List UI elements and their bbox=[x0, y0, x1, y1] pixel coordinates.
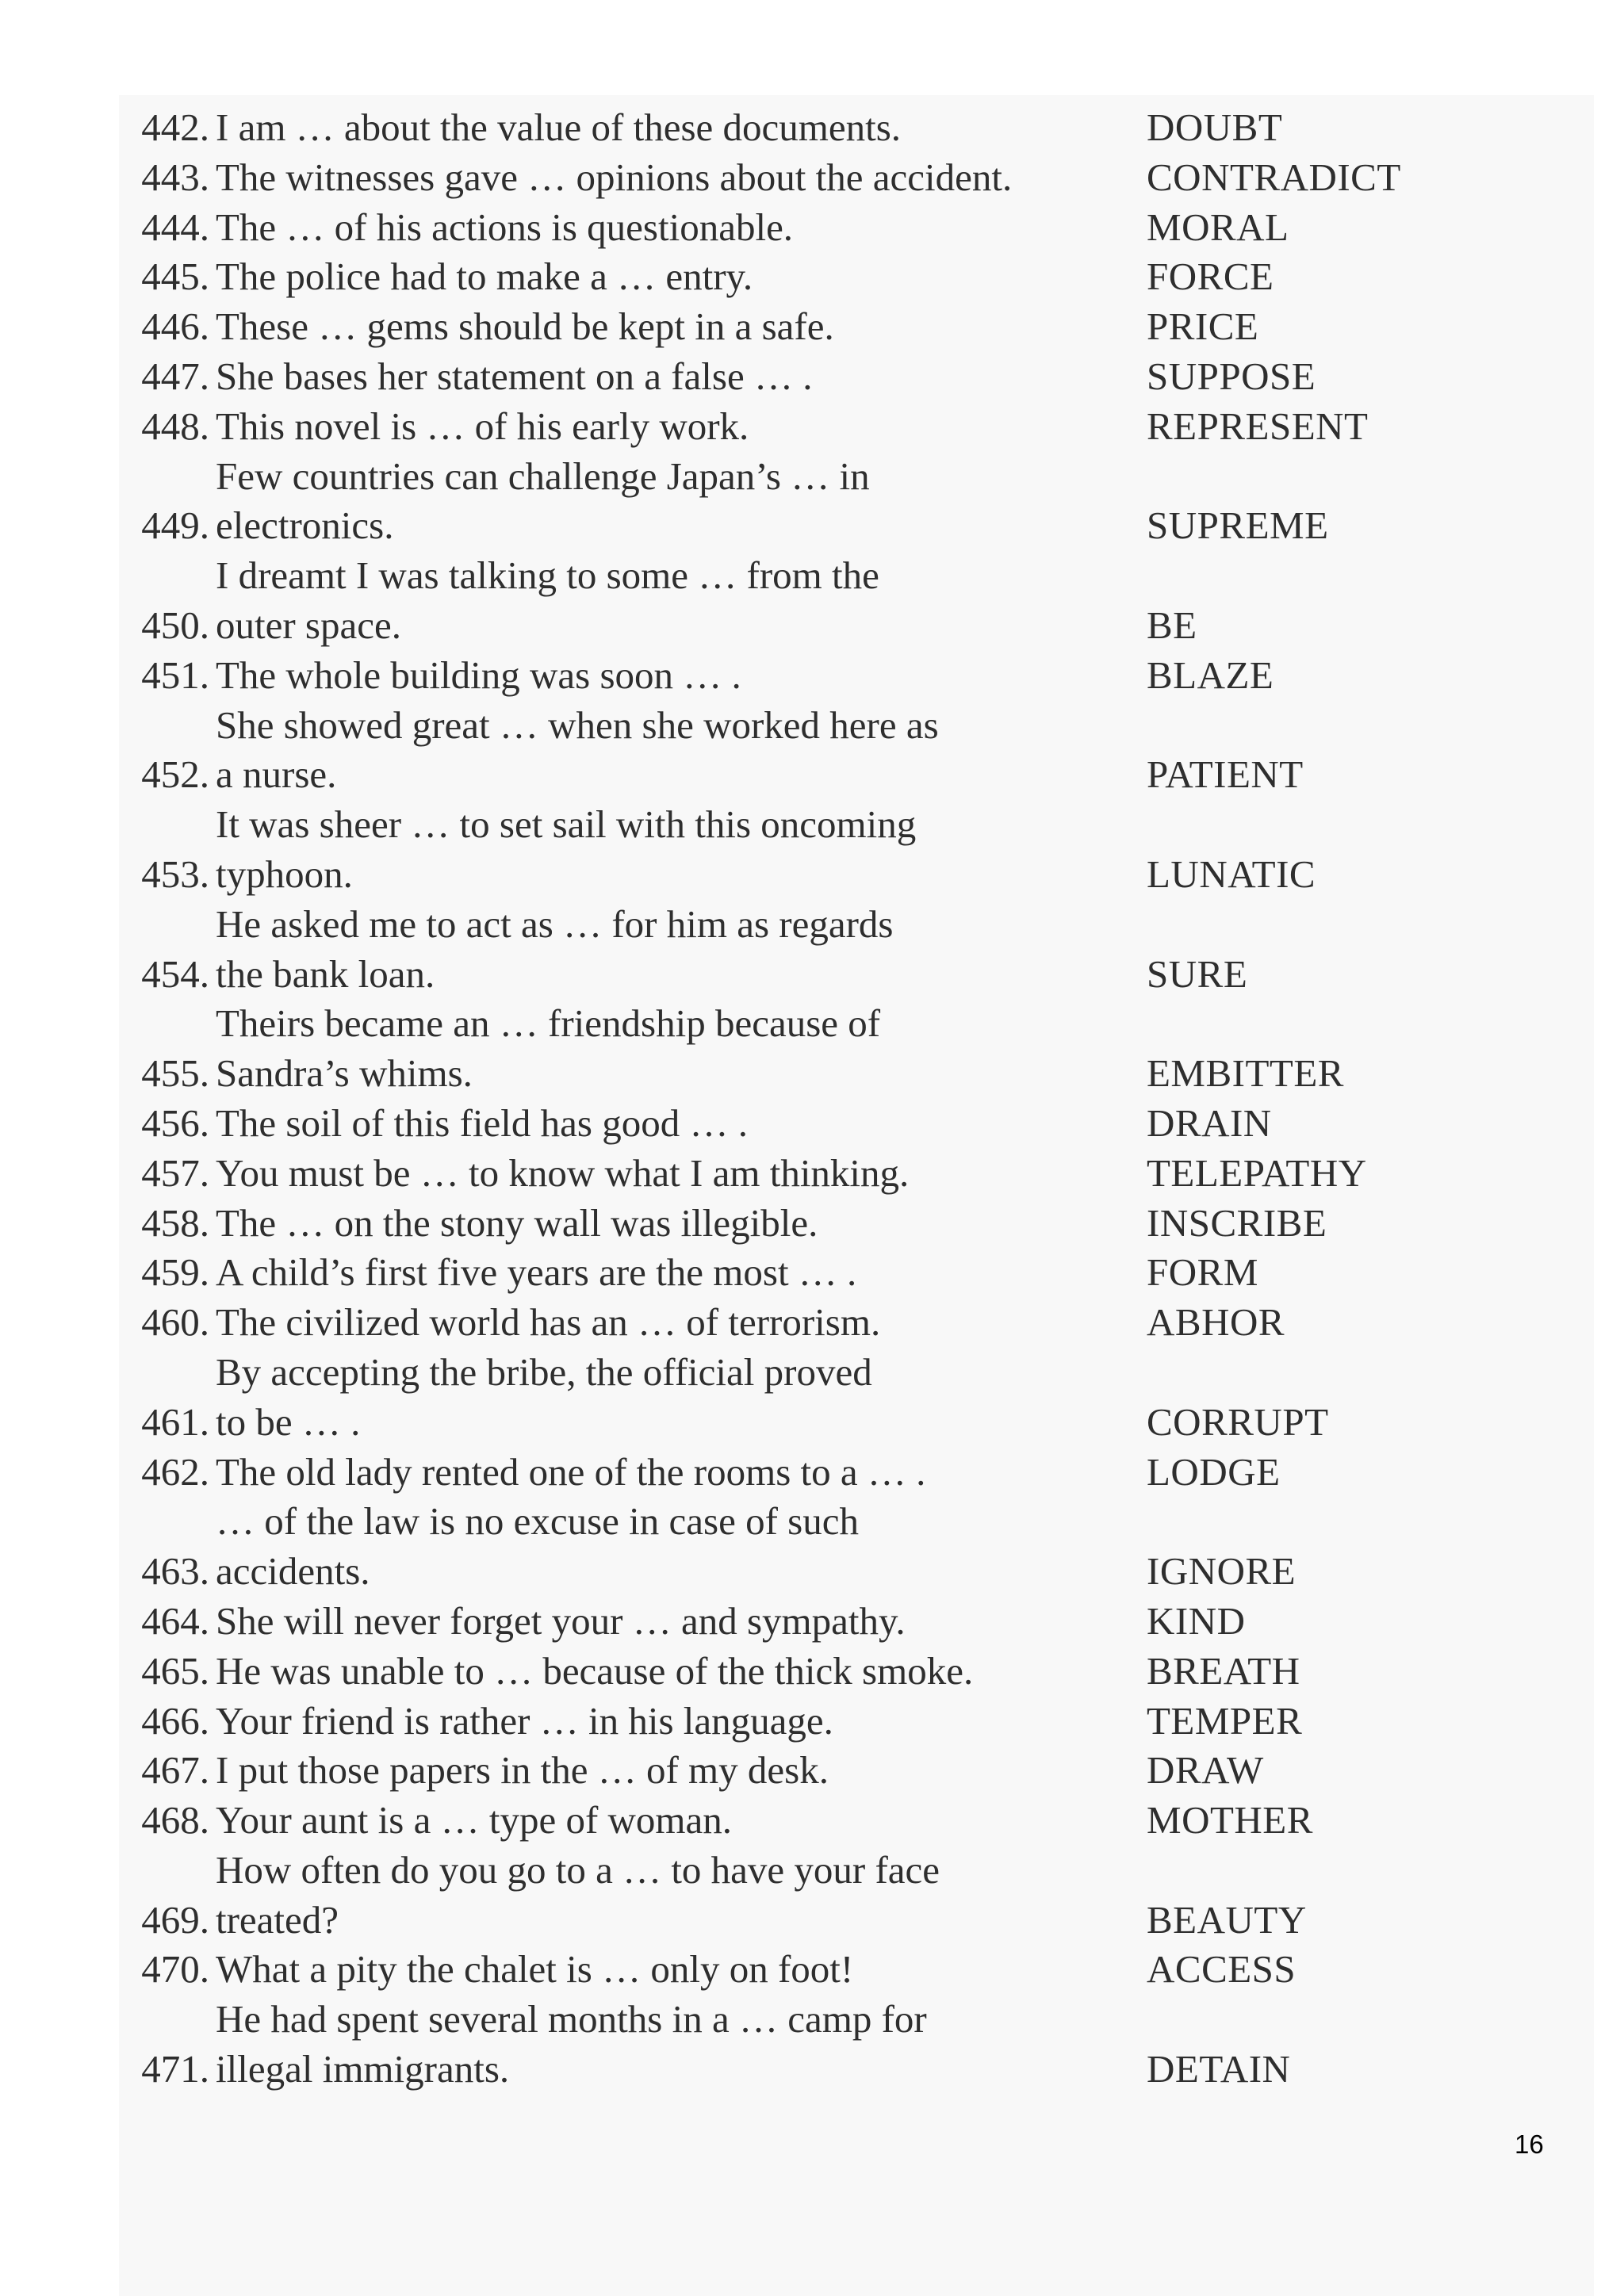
exercise-sentence bbox=[216, 1796, 1136, 1846]
sentence-line: The … of his actions is questionable. bbox=[216, 205, 794, 249]
exercise-item bbox=[131, 1746, 1415, 1796]
exercise-number: 456. bbox=[141, 1100, 209, 1145]
sentence-line: typhoon. bbox=[216, 851, 353, 896]
base-word: FORM bbox=[1147, 1250, 1258, 1295]
sentence-line: the bank loan. bbox=[216, 951, 435, 996]
exercise-sentence bbox=[216, 203, 1136, 253]
base-word: DRAW bbox=[1147, 1748, 1264, 1793]
base-word: EMBITTER bbox=[1147, 1051, 1344, 1096]
exercise-item bbox=[131, 1298, 1415, 1348]
exercise-number: 448. bbox=[141, 404, 209, 448]
exercise-sentence bbox=[216, 999, 1136, 1099]
exercise-sentence bbox=[216, 402, 1136, 452]
exercise-item bbox=[131, 1597, 1415, 1647]
exercise-list bbox=[131, 103, 1415, 2095]
exercise-item bbox=[131, 551, 1415, 651]
sentence-line: The soil of this field has good … . bbox=[216, 1100, 748, 1145]
exercise-sentence bbox=[216, 153, 1136, 203]
exercise-number: 449. bbox=[141, 503, 209, 548]
exercise-item bbox=[131, 800, 1415, 900]
sentence-line: treated? bbox=[216, 1897, 339, 1942]
exercise-number: 467. bbox=[141, 1748, 209, 1793]
base-word: PATIENT bbox=[1147, 752, 1304, 797]
exercise-sentence bbox=[216, 1995, 1136, 2095]
base-word: REPRESENT bbox=[1147, 404, 1369, 448]
sentence-line: What a pity the chalet is … only on foot! bbox=[216, 1947, 854, 1992]
sentence-line: He asked me to act as … for him as regards bbox=[216, 901, 894, 946]
base-word: DRAIN bbox=[1147, 1100, 1272, 1145]
exercise-number: 451. bbox=[141, 652, 209, 697]
sentence-line: The … on the stony wall was illegible. bbox=[216, 1200, 818, 1245]
sentence-line: Your aunt is a … type of woman. bbox=[216, 1798, 733, 1843]
base-word: DOUBT bbox=[1147, 105, 1283, 149]
exercise-sentence bbox=[216, 252, 1136, 302]
exercise-number: 454. bbox=[141, 951, 209, 996]
base-word: BLAZE bbox=[1147, 652, 1274, 697]
base-word: INSCRIBE bbox=[1147, 1200, 1327, 1245]
base-word: LODGE bbox=[1147, 1449, 1281, 1494]
exercise-number: 446. bbox=[141, 304, 209, 349]
exercise-number: 455. bbox=[141, 1051, 209, 1096]
sentence-line: The old lady rented one of the rooms to a … . bbox=[216, 1449, 926, 1494]
exercise-item bbox=[131, 153, 1415, 203]
exercise-number: 444. bbox=[141, 205, 209, 249]
exercise-sentence bbox=[216, 1248, 1136, 1298]
exercise-item bbox=[131, 1149, 1415, 1199]
exercise-item bbox=[131, 452, 1415, 552]
exercise-number: 469. bbox=[141, 1897, 209, 1942]
sentence-line: Theirs became an … friendship because of bbox=[216, 1001, 881, 1046]
base-word: ACCESS bbox=[1147, 1947, 1297, 1992]
sentence-line: Sandra’s whims. bbox=[216, 1051, 473, 1096]
exercise-sentence bbox=[216, 1199, 1136, 1249]
exercise-sentence bbox=[216, 900, 1136, 1000]
sentence-line: I dreamt I was talking to some … from the bbox=[216, 553, 879, 598]
exercise-item bbox=[131, 651, 1415, 701]
exercise-sentence bbox=[216, 701, 1136, 801]
exercise-sentence bbox=[216, 651, 1136, 701]
exercise-sentence bbox=[216, 302, 1136, 352]
sentence-line: She bases her statement on a false … . bbox=[216, 354, 813, 398]
sentence-line: How often do you go to a … to have your face bbox=[216, 1847, 940, 1892]
base-word: FORCE bbox=[1147, 254, 1274, 299]
exercise-number: 459. bbox=[141, 1250, 209, 1295]
exercise-item bbox=[131, 1099, 1415, 1149]
exercise-number: 461. bbox=[141, 1399, 209, 1444]
exercise-item bbox=[131, 900, 1415, 1000]
exercise-sentence bbox=[216, 452, 1136, 552]
base-word: CONTRADICT bbox=[1147, 155, 1401, 199]
exercise-item bbox=[131, 1248, 1415, 1298]
base-word: SUPREME bbox=[1147, 503, 1329, 548]
exercise-number: 460. bbox=[141, 1300, 209, 1345]
sentence-line: Your friend is rather … in his language. bbox=[216, 1698, 833, 1743]
sentence-line: to be … . bbox=[216, 1399, 361, 1444]
exercise-number: 445. bbox=[141, 254, 209, 299]
exercise-sentence bbox=[216, 1099, 1136, 1149]
exercise-number: 462. bbox=[141, 1449, 209, 1494]
sentence-line: … of the law is no excuse in case of such bbox=[216, 1499, 859, 1544]
exercise-item bbox=[131, 1647, 1415, 1697]
exercise-item bbox=[131, 1348, 1415, 1448]
base-word: DETAIN bbox=[1147, 2047, 1291, 2091]
sentence-line: He had spent several months in a … camp for bbox=[216, 1997, 927, 2042]
base-word: TELEPATHY bbox=[1147, 1150, 1367, 1195]
exercise-sentence bbox=[216, 551, 1136, 651]
sentence-line: Few countries can challenge Japan’s … in bbox=[216, 453, 870, 498]
exercise-item bbox=[131, 103, 1415, 153]
sentence-line: illegal immigrants. bbox=[216, 2047, 510, 2091]
exercise-number: 450. bbox=[141, 603, 209, 647]
exercise-item bbox=[131, 701, 1415, 801]
base-word: MORAL bbox=[1147, 205, 1289, 249]
sentence-line: These … gems should be kept in a safe. bbox=[216, 304, 834, 349]
sentence-line: outer space. bbox=[216, 603, 401, 647]
exercise-sentence bbox=[216, 1945, 1136, 1995]
exercise-sentence bbox=[216, 1348, 1136, 1448]
page-number: 16 bbox=[1515, 2130, 1544, 2159]
exercise-number: 465. bbox=[141, 1648, 209, 1693]
exercise-sentence bbox=[216, 1298, 1136, 1348]
exercise-item bbox=[131, 1995, 1415, 2095]
exercise-item bbox=[131, 1846, 1415, 1946]
base-word: SURE bbox=[1147, 951, 1248, 996]
exercise-item bbox=[131, 1945, 1415, 1995]
exercise-number: 470. bbox=[141, 1947, 209, 1992]
sentence-line: I am … about the value of these documents. bbox=[216, 105, 902, 149]
exercise-number: 442. bbox=[141, 105, 209, 149]
sentence-line: The whole building was soon … . bbox=[216, 652, 741, 697]
sentence-line: This novel is … of his early work. bbox=[216, 404, 749, 448]
base-word: TEMPER bbox=[1147, 1698, 1303, 1743]
sentence-line: She will never forget your … and sympathy. bbox=[216, 1598, 906, 1643]
base-word: BE bbox=[1147, 603, 1197, 647]
sentence-line: a nurse. bbox=[216, 752, 337, 797]
exercise-number: 458. bbox=[141, 1200, 209, 1245]
sentence-line: electronics. bbox=[216, 503, 394, 548]
base-word: LUNATIC bbox=[1147, 851, 1316, 896]
exercise-number: 464. bbox=[141, 1598, 209, 1643]
exercise-sentence bbox=[216, 1448, 1136, 1498]
exercise-sentence bbox=[216, 1697, 1136, 1747]
exercise-sentence bbox=[216, 352, 1136, 402]
base-word: PRICE bbox=[1147, 304, 1259, 349]
exercise-number: 457. bbox=[141, 1150, 209, 1195]
base-word: IGNORE bbox=[1147, 1549, 1297, 1594]
exercise-sentence bbox=[216, 1597, 1136, 1647]
exercise-number: 452. bbox=[141, 752, 209, 797]
base-word: ABHOR bbox=[1147, 1300, 1285, 1345]
exercise-sentence bbox=[216, 1149, 1136, 1199]
base-word: MOTHER bbox=[1147, 1798, 1313, 1843]
exercise-item bbox=[131, 1497, 1415, 1597]
base-word: KIND bbox=[1147, 1598, 1246, 1643]
exercise-item bbox=[131, 352, 1415, 402]
sentence-line: He was unable to … because of the thick smoke. bbox=[216, 1648, 974, 1693]
sentence-line: I put those papers in the … of my desk. bbox=[216, 1748, 829, 1793]
sentence-line: The civilized world has an … of terrorism. bbox=[216, 1300, 881, 1345]
exercise-item bbox=[131, 203, 1415, 253]
exercise-item bbox=[131, 302, 1415, 352]
sentence-line: The police had to make a … entry. bbox=[216, 254, 753, 299]
sentence-line: You must be … to know what I am thinking. bbox=[216, 1150, 910, 1195]
exercise-item bbox=[131, 999, 1415, 1099]
sentence-line: The witnesses gave … opinions about the accident. bbox=[216, 155, 1013, 199]
exercise-item bbox=[131, 1697, 1415, 1747]
exercise-number: 463. bbox=[141, 1549, 209, 1594]
exercise-item bbox=[131, 402, 1415, 452]
exercise-number: 468. bbox=[141, 1798, 209, 1843]
exercise-item bbox=[131, 1796, 1415, 1846]
exercise-item bbox=[131, 252, 1415, 302]
exercise-sentence bbox=[216, 103, 1136, 153]
base-word: BEAUTY bbox=[1147, 1897, 1307, 1942]
exercise-number: 471. bbox=[141, 2047, 209, 2091]
sentence-line: accidents. bbox=[216, 1549, 370, 1594]
exercise-number: 466. bbox=[141, 1698, 209, 1743]
base-word: CORRUPT bbox=[1147, 1399, 1329, 1444]
base-word: BREATH bbox=[1147, 1648, 1300, 1693]
exercise-sentence bbox=[216, 1497, 1136, 1597]
exercise-item bbox=[131, 1199, 1415, 1249]
exercise-sentence bbox=[216, 1746, 1136, 1796]
sentence-line: A child’s first five years are the most … . bbox=[216, 1250, 857, 1295]
exercise-sentence bbox=[216, 1846, 1136, 1946]
exercise-item bbox=[131, 1448, 1415, 1498]
exercise-number: 443. bbox=[141, 155, 209, 199]
sentence-line: It was sheer … to set sail with this oncoming bbox=[216, 802, 917, 847]
exercise-number: 453. bbox=[141, 851, 209, 896]
exercise-sentence bbox=[216, 1647, 1136, 1697]
sentence-line: By accepting the bribe, the official proved bbox=[216, 1349, 872, 1394]
base-word: SUPPOSE bbox=[1147, 354, 1316, 398]
exercise-number: 447. bbox=[141, 354, 209, 398]
exercise-sentence bbox=[216, 800, 1136, 900]
sentence-line: She showed great … when she worked here as bbox=[216, 702, 939, 747]
